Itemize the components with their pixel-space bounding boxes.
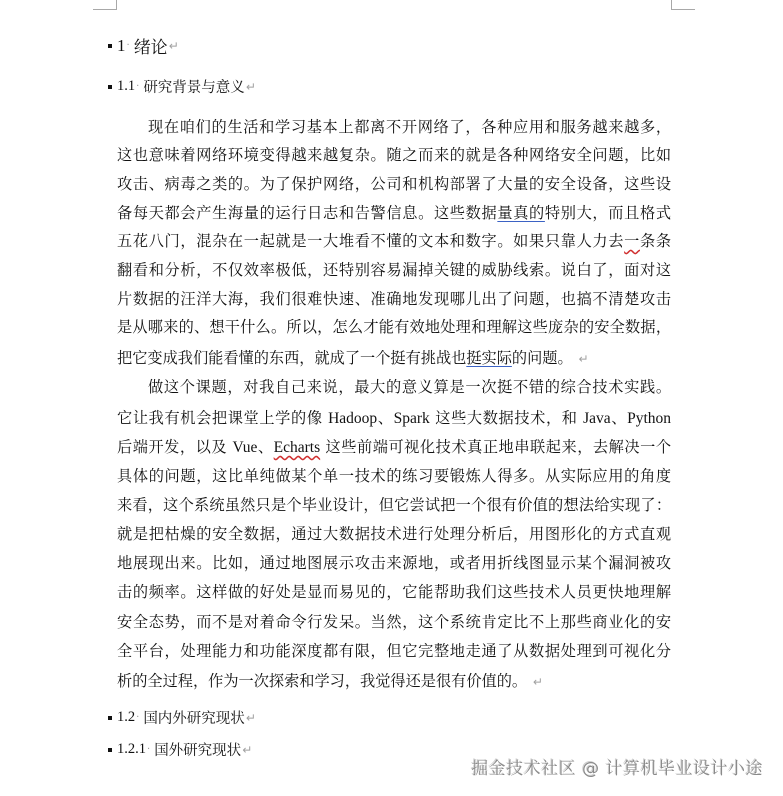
text-run: 、 <box>377 409 394 427</box>
paragraph-line: 具体的问题，这比单纯做某个单一技术的练习要锻炼人得多。从实际应用的角度 <box>117 467 671 485</box>
paragraph-line: 是从哪来的、想干什么。所以，怎么才能有效地处理和理解这些庞杂的安全数据， <box>117 318 671 336</box>
paragraph-line: 击的频率。这样做的好处是显而易见的，它能帮助我们这些技术人员更快地理解 <box>117 583 671 601</box>
text-run: 它让我有机会把课堂上学的像 <box>117 409 329 427</box>
paragraph-line: 地展现出来。比如，通过地图展示攻击来源地，或者用折线图显示某个漏洞被攻 <box>117 554 671 572</box>
text-run: 的问题。 <box>511 349 573 367</box>
text-run: 后端开发，以及 <box>117 438 233 456</box>
paragraph-line: 来看，这个系统虽然只是个毕业设计，但它尝试把一个很有价值的想法给实现了： <box>117 496 671 514</box>
term-java: Java <box>583 410 611 427</box>
paragraph-mark-icon: ↵ <box>242 742 253 757</box>
text-run: 这些大数据技术，和 <box>429 409 584 427</box>
paragraph-line: 片数据的汪洋大海，我们很难快速、准确地发现哪儿出了问题，也搞不清楚攻击 <box>117 290 671 308</box>
paragraph-line: 这也意味着网络环境变得越来越复杂。随之而来的就是各种网络安全问题，比如 <box>117 146 671 164</box>
term-vue: Vue <box>232 439 258 456</box>
heading-number: 1.2 <box>117 709 136 725</box>
paragraph-line <box>117 408 671 429</box>
heading-bullet-icon <box>108 44 112 48</box>
watermark: 掘金技术社区 @ 计算机毕业设计小途 <box>471 759 763 779</box>
heading-title: 研究背景与意义 <box>143 80 245 96</box>
paragraph-line: 安全态势，而不是对着命令行发呆。当然，这个系统肯定比不上那些商业化的安 <box>117 613 671 631</box>
paragraph-line: 现在咱们的生活和学习基本上都离不开网络了，各种应用和服务越来越多， <box>148 118 671 136</box>
tab-mark: · <box>147 744 151 755</box>
text-run: 条条 <box>639 232 672 250</box>
heading-bullet-icon <box>108 85 112 89</box>
term-spark: Spark <box>393 410 430 427</box>
text-run: 这些前端可视化技术真正地串联起来，去解决一个 <box>320 438 672 456</box>
paragraph-mark-icon: ↵ <box>532 675 543 689</box>
paragraph-mark-icon: ↵ <box>245 79 256 94</box>
heading-title: 国内外研究现状 <box>143 711 245 727</box>
heading-title: 国外研究现状 <box>154 743 242 759</box>
text-run: 把它变成我们能看懂的东西，就成了一个挺有挑战也 <box>117 349 467 367</box>
paragraph-line: 翻看和分析，不仅效率极低，还特别容易漏掉关键的威胁线索。说白了，面对这 <box>117 261 671 279</box>
paragraph-line <box>117 348 671 369</box>
paragraph-mark-icon: ↵ <box>168 38 179 53</box>
tab-mark: · <box>136 712 140 723</box>
spelling-underline-echarts[interactable]: Echarts <box>273 439 321 456</box>
term-python: Python <box>627 410 672 427</box>
heading-number: 1.2.1 <box>117 741 146 757</box>
heading-bullet-icon <box>108 716 112 720</box>
paragraph-line: 攻击、病毒之类的。为了保护网络，公司和机构部署了大量的安全设备，这些设 <box>117 175 671 193</box>
heading-number: 1 <box>117 35 126 55</box>
spelling-underline[interactable]: 一 <box>624 232 640 250</box>
paragraph-line: 就是把枯燥的安全数据，通过大数据技术进行处理分析后，用图形化的方式直观 <box>117 525 671 543</box>
heading-section-1-2[interactable] <box>108 707 256 728</box>
grammar-underline[interactable]: 挺实际 <box>466 349 512 367</box>
paragraph-line: 做这个课题，对我自己来说，最大的意义算是一次挺不错的综合技术实践。 <box>148 378 671 396</box>
paragraph-mark-icon: ↵ <box>245 710 256 725</box>
paragraph-line: 全平台，处理能力和功能深度都有限，但它完整地走通了从数据处理到可视化分 <box>117 642 671 660</box>
paragraph-line <box>117 437 671 458</box>
text-run: 五花八门，混杂在一起就是一大堆看不懂的文本和数字。如果只靠人力去 <box>117 232 625 250</box>
text-run: 析的全过程，作为一次探索和学习，我觉得还是很有价值的。 <box>117 672 528 690</box>
heading-section-1-2-1[interactable] <box>108 739 252 760</box>
tab-mark: · <box>136 81 140 92</box>
grammar-underline[interactable]: 量真的 <box>497 204 545 222</box>
text-run: 、 <box>257 438 274 456</box>
heading-section-1-1[interactable] <box>108 76 256 97</box>
text-run: 、 <box>610 409 628 427</box>
page-corner-mark-right <box>671 0 695 10</box>
paragraph-line <box>117 671 671 692</box>
heading-number: 1.1 <box>117 78 136 94</box>
tab-mark: · <box>126 40 130 51</box>
text-run: 备每天都会产生海量的运行日志和告警信息。这些数据 <box>117 204 498 222</box>
heading-title: 绪论 <box>133 38 168 58</box>
paragraph-mark-icon: ↵ <box>578 352 589 366</box>
paragraph-line <box>117 203 671 223</box>
page-corner-mark-left <box>93 0 117 10</box>
text-run: 特别大，而且格式 <box>544 204 672 222</box>
term-hadoop: Hadoop <box>328 410 378 427</box>
paragraph-line <box>117 231 671 251</box>
heading-chapter-1[interactable] <box>108 33 179 58</box>
heading-bullet-icon <box>108 748 112 752</box>
